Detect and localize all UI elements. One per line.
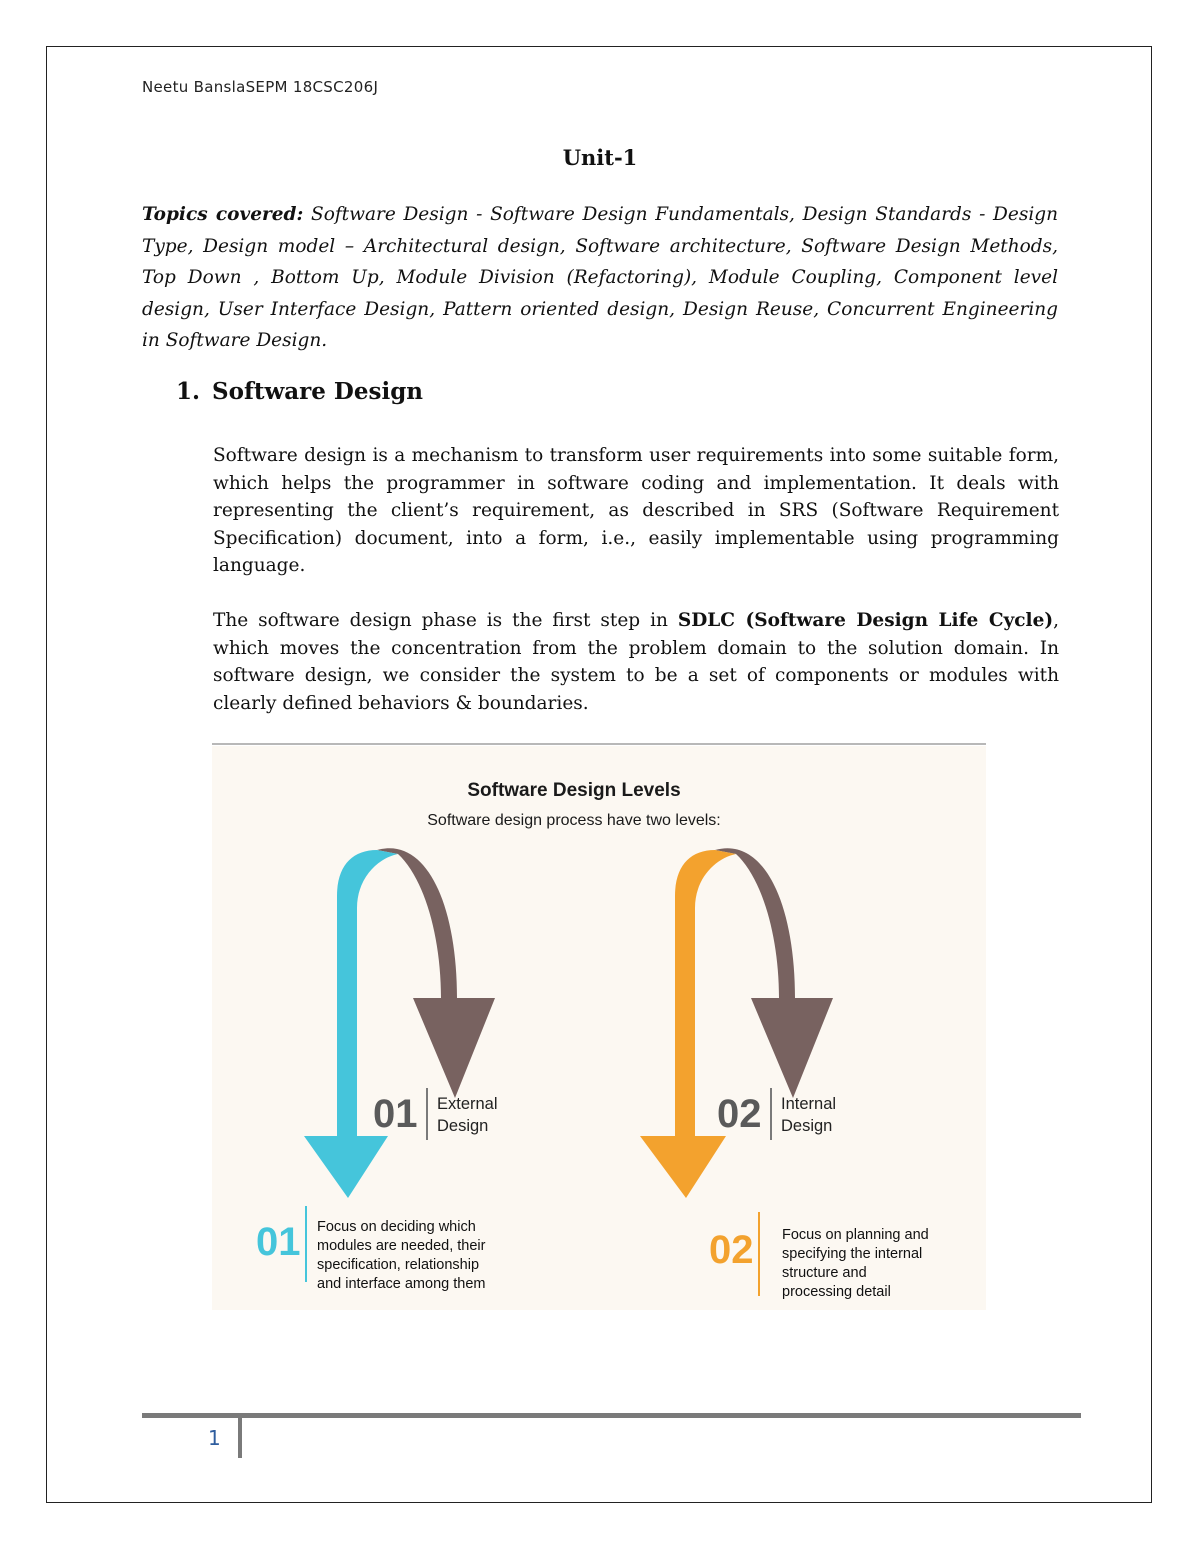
paragraph-1: Software design is a mechanism to transform user requirements into some suitable form, which helps the programmer in software coding and implementation. It deals with representing the client’s requirement, as described in SRS (Software Requirement Specification) document, into a form, i.e., easily implementable using programming language. xyxy=(213,445,1059,576)
level1-divider xyxy=(426,1088,428,1140)
section-title: Software Design xyxy=(212,378,423,405)
desc2-line: processing detail xyxy=(782,1284,891,1300)
figure-title: Software Design Levels xyxy=(467,780,681,801)
desc1-line: modules are needed, their xyxy=(317,1238,486,1254)
desc2-line: specifying the internal xyxy=(782,1246,923,1262)
figure-top-rule xyxy=(212,743,986,745)
external-design-brown-arrow xyxy=(377,848,495,1098)
paragraph-2-start: The software design phase is the first step in xyxy=(213,610,678,631)
paragraph-2 xyxy=(213,607,1059,717)
figure-subtitle: Software design process have two levels: xyxy=(427,812,721,829)
running-header: Neetu BanslaSEPM 18CSC206J xyxy=(142,78,379,96)
desc1-line: specification, relationship xyxy=(317,1257,480,1273)
topics-covered xyxy=(142,199,1058,357)
level2-label xyxy=(781,1093,836,1137)
internal-design-orange-arrow xyxy=(640,850,736,1198)
desc1-line: and interface among them xyxy=(317,1276,486,1292)
desc2-line: structure and xyxy=(782,1265,867,1281)
sdlc-bold: SDLC (Software Design Life Cycle) xyxy=(677,610,1054,631)
external-design-cyan-arrow xyxy=(304,850,398,1198)
desc1-number: 01 xyxy=(256,1220,301,1264)
desc1-text xyxy=(317,1218,485,1294)
level1-label-line2: Design xyxy=(437,1117,489,1135)
internal-design-brown-arrow xyxy=(715,848,833,1098)
desc2-number: 02 xyxy=(709,1228,754,1272)
level1-label-line1: External xyxy=(437,1095,498,1113)
desc1-line: Focus on deciding which xyxy=(317,1219,476,1235)
section-heading xyxy=(176,378,423,405)
level2-divider xyxy=(770,1088,772,1140)
footer-rule xyxy=(142,1413,1081,1418)
level1-label xyxy=(437,1093,498,1137)
desc1-divider xyxy=(305,1206,307,1282)
level2-number: 02 xyxy=(717,1092,762,1136)
level2-label-line1: Internal xyxy=(781,1095,837,1113)
desc2-divider xyxy=(758,1212,760,1296)
page-number: 1 xyxy=(208,1426,221,1450)
topics-text: Software Design - Software Design Fundamentals, Design Standards - Design Type, Design model – Architectural design, Software architecture, Software Design Methods, Top Down , Bottom Up, Module Division (Refactoring), Module Coupling, Component level design, User Interface Design, Pattern oriented design, Design Reuse, Concurrent Engineering in Software Design. xyxy=(142,204,1058,351)
paragraph-2-end: , which moves the concentration from the problem domain to the solution domain. In software design, we consider the system to be a set of components or modules with clearly defined behaviors & boundaries. xyxy=(213,610,1059,714)
level2-label-line2: Design xyxy=(781,1117,833,1135)
desc2-line: Focus on planning and xyxy=(782,1227,929,1243)
page-title: Unit-1 xyxy=(562,145,638,170)
desc2-text xyxy=(782,1226,929,1302)
section-number: 1. xyxy=(176,378,201,405)
footer-divider xyxy=(238,1418,242,1458)
topics-label: Topics covered: xyxy=(142,204,304,225)
level1-number: 01 xyxy=(373,1092,418,1136)
software-design-levels-figure xyxy=(212,746,986,1310)
